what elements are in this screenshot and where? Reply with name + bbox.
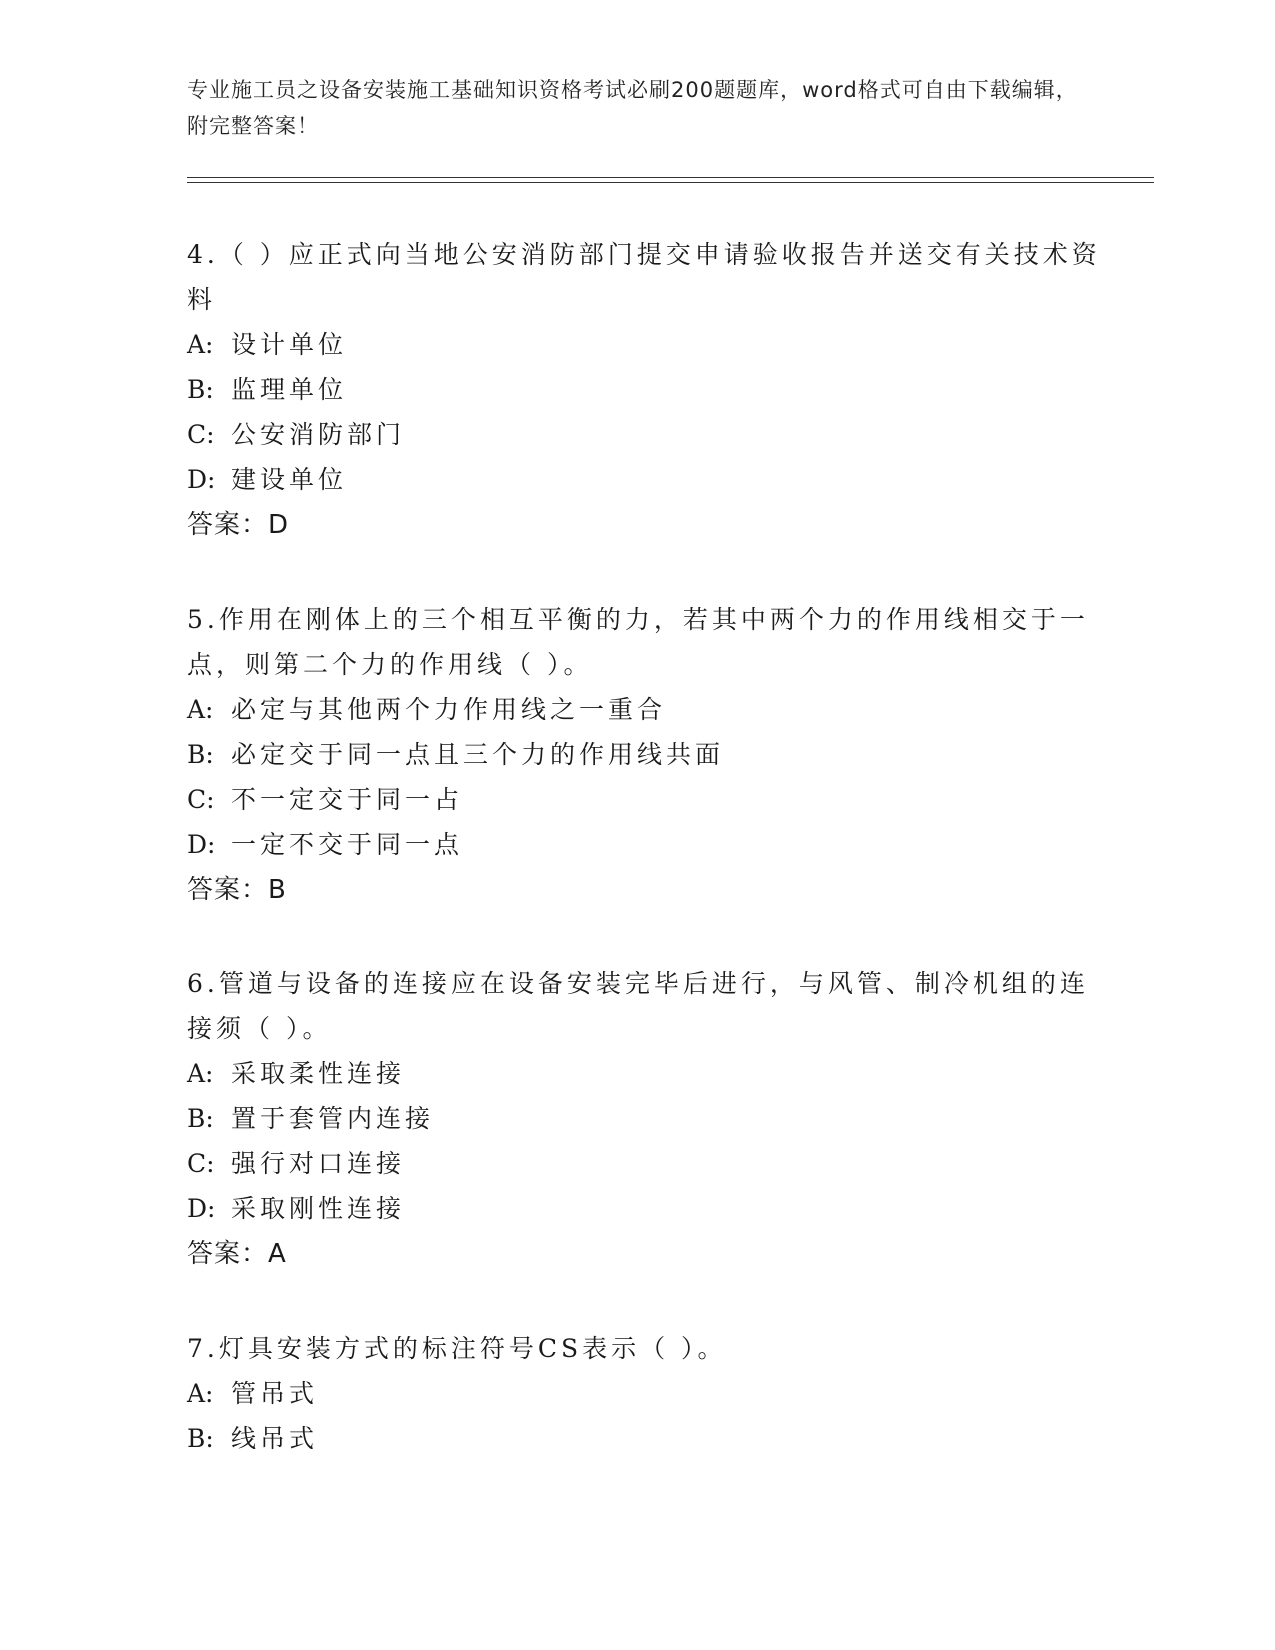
question-5 [187, 597, 1107, 913]
answer-line: 答案：A [187, 1239, 287, 1269]
option-b [187, 367, 1107, 412]
question-6 [187, 961, 1107, 1277]
option-text: 强行对口连接 [231, 1149, 406, 1178]
option-text: 必定与其他两个力作用线之一重合 [231, 695, 667, 724]
option-text: 不一定交于同一占 [231, 785, 464, 814]
option-letter: A: [187, 695, 214, 724]
option-letter: D: [187, 465, 216, 494]
option-text: 置于套管内连接 [231, 1104, 435, 1133]
option-letter: B: [187, 375, 214, 404]
option-a [187, 1051, 1107, 1096]
option-b [187, 1416, 1107, 1461]
option-letter: D: [187, 1194, 216, 1223]
question-stem: 7.灯具安装方式的标注符号CS表示（ ）。 [187, 1334, 727, 1363]
header-divider-top [187, 177, 1154, 178]
answer-line: 答案：B [187, 875, 287, 905]
question-stem: 6.管道与设备的连接应在设备安装完毕后进行，与风管、制冷机组的连接须（ ）。 [187, 969, 1089, 1043]
option-text: 采取柔性连接 [231, 1059, 406, 1088]
option-text: 公安消防部门 [231, 420, 406, 449]
option-d [187, 457, 1107, 502]
question-4 [187, 232, 1107, 548]
option-letter: B: [187, 1424, 214, 1453]
option-letter: C: [187, 1149, 215, 1178]
option-letter: B: [187, 1104, 214, 1133]
option-b [187, 732, 1107, 777]
option-text: 设计单位 [231, 330, 348, 359]
question-stem: 4.（ ）应正式向当地公安消防部门提交申请验收报告并送交有关技术资料 [187, 240, 1101, 314]
document-intro: 专业施工员之设备安装施工基础知识资格考试必刷200题题库，word格式可自由下载编辑，附完整答案！ [187, 78, 1078, 138]
option-text: 采取刚性连接 [231, 1194, 406, 1223]
option-b [187, 1096, 1107, 1141]
option-a [187, 687, 1107, 732]
option-letter: A: [187, 1379, 214, 1408]
option-letter: C: [187, 785, 215, 814]
option-d [187, 1186, 1107, 1231]
option-d [187, 822, 1107, 867]
option-text: 建设单位 [231, 465, 348, 494]
option-letter: A: [187, 1059, 214, 1088]
option-a [187, 322, 1107, 367]
option-letter: C: [187, 420, 215, 449]
answer-line: 答案：D [187, 510, 290, 540]
option-text: 必定交于同一点且三个力的作用线共面 [231, 740, 725, 769]
option-text: 监理单位 [231, 375, 348, 404]
option-c [187, 412, 1107, 457]
header-divider-bottom [187, 182, 1154, 183]
option-letter: D: [187, 830, 216, 859]
option-text: 线吊式 [231, 1424, 319, 1453]
option-letter: B: [187, 740, 214, 769]
question-stem: 5.作用在刚体上的三个相互平衡的力，若其中两个力的作用线相交于一点，则第二个力的作用线（ ）。 [187, 605, 1089, 679]
question-7 [187, 1326, 1107, 1461]
option-c [187, 1141, 1107, 1186]
option-text: 管吊式 [231, 1379, 319, 1408]
option-a [187, 1371, 1107, 1416]
option-text: 一定不交于同一点 [231, 830, 464, 859]
option-letter: A: [187, 330, 214, 359]
option-c [187, 777, 1107, 822]
